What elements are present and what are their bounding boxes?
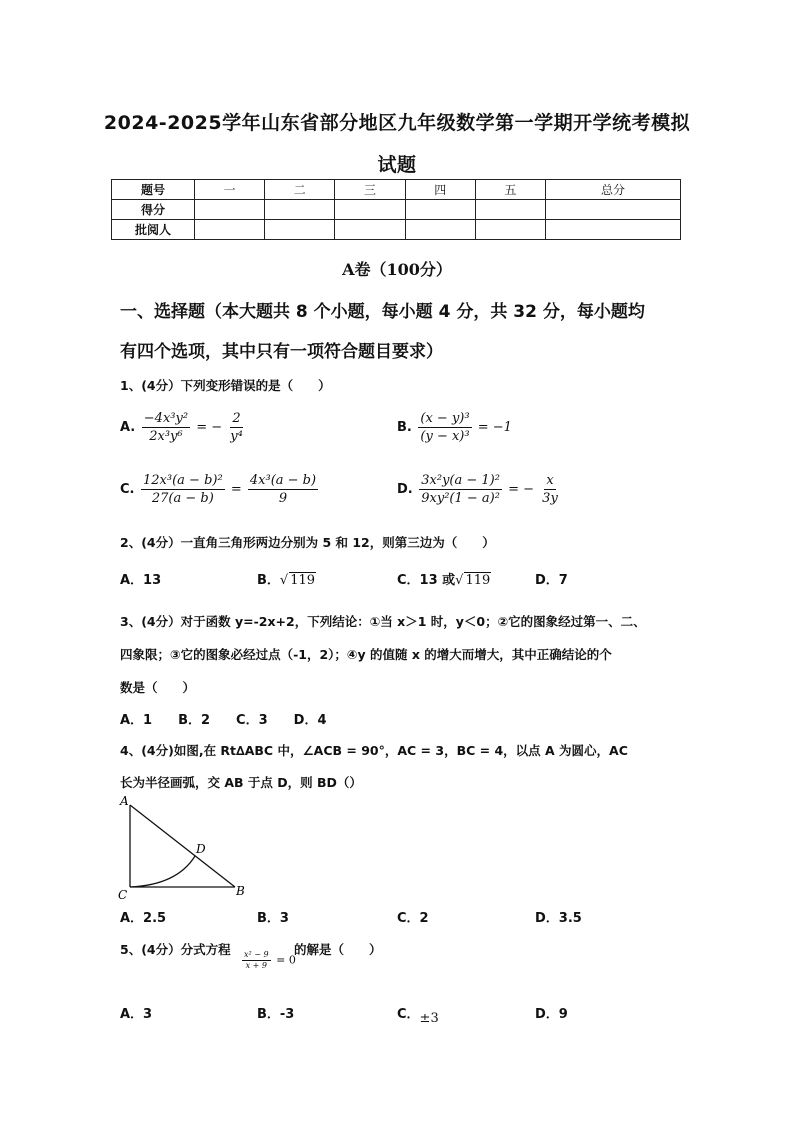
page-title: 2024-2025学年山东省部分地区九年级数学第一学期开学统考模拟 [103,112,691,134]
vertex-label: D [196,842,206,856]
fraction-denominator: 27(a − b) [151,491,214,506]
question-3-line: 四象限；③它的图象必经过点（-1，2）；④y 的值随 x 的增大而增大，其中正确结论的个 [120,647,612,662]
question-3-line: 3、(4分）对于函数 y=-2x+2，下列结论：①当 x＞1 时，y＜0；②它的图象经过第一、二、 [120,614,646,629]
score-cell [195,200,265,220]
option-label: A. [120,420,136,435]
question-4-line: 长为半径画弧，交 AB 于点 D，则 BD（） [120,775,362,790]
q2-option-c [397,569,491,588]
option-label: C．13 或 [397,573,456,588]
question-2-stem: 2、(4分）一直角三角形两边分别为 5 和 12，则第三边为（ ） [120,535,495,550]
option-label: B. [397,420,412,435]
q1-option-b [397,410,512,445]
grader-cell [265,220,335,240]
row-label-grader: 批阅人 [112,220,195,240]
row-label-score: 得分 [112,200,195,220]
option-label: B． [257,573,280,588]
option-label: C. [120,482,135,497]
q5-option-d: D．9 [535,1007,568,1022]
table-header: 题号 [112,180,195,200]
side-ab [130,805,235,887]
score-cell [546,200,681,220]
radicand: 119 [465,573,491,588]
fraction-numerator: 2 [232,411,241,426]
q1-option-a [120,410,247,445]
table-header: 二 [265,180,335,200]
q1-option-c [120,472,320,507]
q4-option-c: C．2 [397,911,429,926]
q2-option-a: A．13 [120,573,162,588]
table-header: 三 [335,180,405,200]
option-label: D. [397,482,413,497]
score-table [111,179,681,240]
score-cell [475,200,545,220]
equals-sign: = [230,482,242,497]
q5-option-a: A．3 [120,1007,153,1022]
equals-sign: = − [508,482,535,497]
table-header: 总分 [546,180,681,200]
section1-heading: 一、选择题（本大题共 8 个小题，每小题 4 分，共 32 分，每小题均 [120,302,645,322]
vertex-label: C [118,888,128,901]
fraction-denominator: 2x³y⁶ [149,429,183,444]
fraction-numerator: x [546,473,554,488]
table-header: 五 [475,180,545,200]
q4-option-d: D．3.5 [535,911,582,926]
vertex-label: A [120,794,129,808]
question-4-line: 4、(4分)如图,在 Rt∆ABC 中，∠ACB = 90°，AC = 3，BC = 4，以点 A 为圆心，AC [120,743,628,758]
grader-cell [405,220,475,240]
question-5-stem-end: 的解是（ ） [294,942,382,957]
q5-option-c [397,1003,439,1026]
fraction-denominator: 3y [542,491,558,506]
equals-sign: = − [196,420,223,435]
question-3-line: 数是（ ） [120,680,196,695]
grader-cell [195,220,265,240]
q2-option-b [257,569,316,588]
fraction-numerator: 3x²y(a − 1)² [421,473,500,488]
q5-option-b: B．-3 [257,1007,295,1022]
q4-option-b: B．3 [257,911,289,926]
arc-cd [130,856,195,887]
fraction-denominator: 9xy²(1 − a)² [421,491,500,506]
radicand: 119 [290,573,316,588]
grader-cell [475,220,545,240]
fraction-denominator: (y − x)³ [420,429,470,444]
page-title-continued: 试题 [377,154,417,176]
score-cell [265,200,335,220]
table-row [112,180,681,200]
sqrt-icon: √ [455,573,464,588]
q3-options: A．1 B．2 C．3 D．4 [120,713,327,728]
question-1-stem: 1、(4分）下列变形错误的是（ ） [120,378,331,393]
equals-value: = 0 [276,953,296,967]
sqrt-icon: √ [279,573,289,588]
q1-option-d [397,472,562,507]
table-header: 四 [405,180,475,200]
q2-option-d: D．7 [535,573,568,588]
fraction-numerator: x² − 9 [244,950,269,959]
section1-heading-continued: 有四个选项，其中只有一项符合题目要求） [120,342,443,362]
option-label: C． [397,1007,420,1022]
fraction-denominator: x + 9 [245,961,267,970]
equals-value: = −1 [477,420,512,435]
fraction-numerator: (x − y)³ [420,411,470,426]
table-header: 一 [195,180,265,200]
vertex-label: B [236,884,245,898]
table-row [112,220,681,240]
fraction-denominator: 9 [278,491,288,506]
triangle-figure [112,793,252,901]
grader-cell [546,220,681,240]
grader-cell [335,220,405,240]
score-cell [405,200,475,220]
fraction-numerator: 12x³(a − b)² [143,473,223,488]
option-value: ±3 [419,1011,439,1026]
q5-equation [240,950,296,971]
q4-option-a: A．2.5 [120,911,167,926]
score-cell [335,200,405,220]
table-row [112,200,681,220]
fraction-numerator: −4x³y² [143,411,189,426]
section-a-heading: A卷（100分） [342,260,452,279]
fraction-numerator: 4x³(a − b) [249,473,317,488]
fraction-denominator: y⁴ [230,429,243,444]
question-5-stem-start: 5、(4分）分式方程 [120,942,231,957]
